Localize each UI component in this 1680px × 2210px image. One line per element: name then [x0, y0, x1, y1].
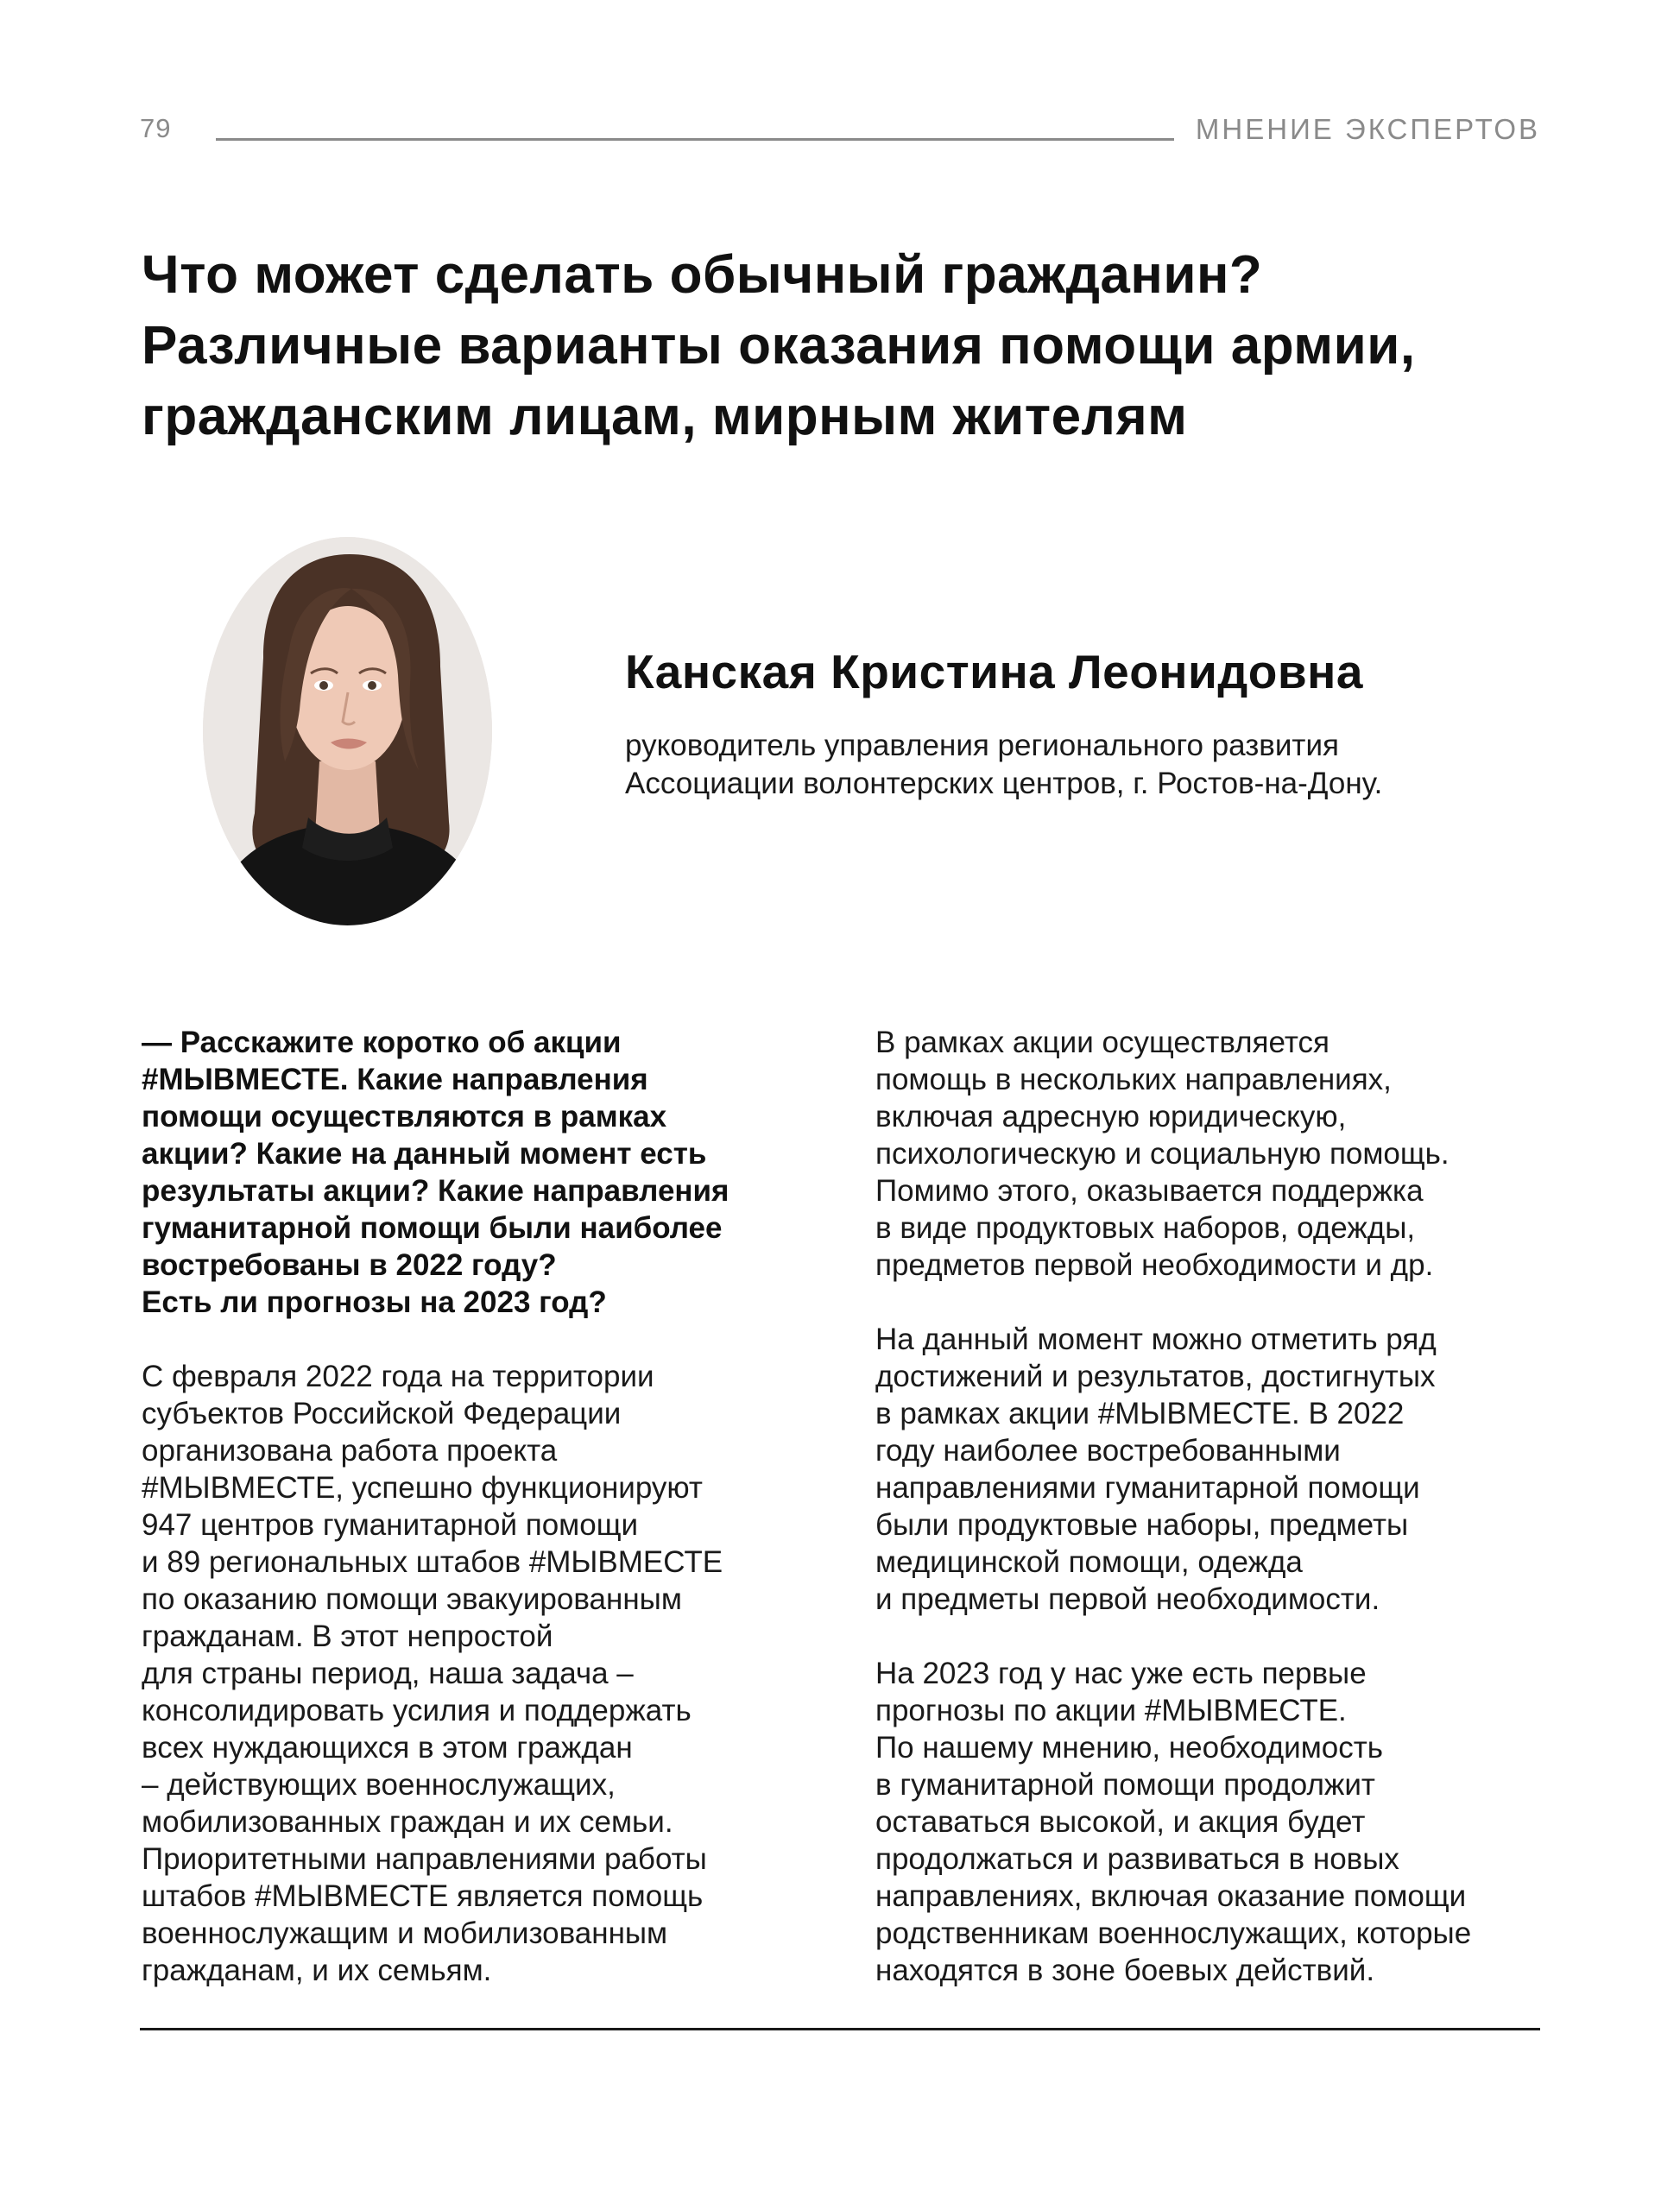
question-line: #МЫВМЕСТЕ. Какие направления — [142, 1063, 648, 1096]
answer-line: Помимо этого, оказывается поддержка — [875, 1174, 1424, 1208]
answer-line: оставаться высокой, и акция будет — [875, 1805, 1366, 1839]
question-line: Есть ли прогнозы на 2023 год? — [142, 1285, 607, 1319]
section-label: МНЕНИЕ ЭКСПЕРТОВ — [1195, 113, 1540, 145]
answer-line: Приоритетными направлениями работы — [142, 1842, 707, 1876]
answer-line: всех нуждающихся в этом граждан — [142, 1731, 633, 1765]
question-line: помощи осуществляются в рамках — [142, 1100, 667, 1133]
answer-line: помощь в нескольких направлениях, — [875, 1063, 1392, 1096]
answer-line: находятся в зоне боевых действий. — [875, 1954, 1375, 1987]
answer-line: включая адресную юридическую, — [875, 1100, 1347, 1133]
article-title — [142, 240, 1557, 452]
answer-paragraph — [875, 1655, 1566, 1989]
answer-line: и предметы первой необходимости. — [875, 1582, 1380, 1616]
page-number: 79 — [140, 113, 172, 143]
question-line: востребованы в 2022 году? — [142, 1248, 557, 1282]
right-column — [875, 1024, 1566, 1989]
answer-line: направлениях, включая оказание помощи — [875, 1879, 1467, 1913]
answer-line: направлениями гуманитарной помощи — [875, 1471, 1420, 1505]
left-column — [142, 1024, 798, 1989]
answer-line: прогнозы по акции #МЫВМЕСТЕ. — [875, 1694, 1347, 1727]
portrait-photo-icon — [203, 537, 492, 925]
expert-role-line: руководитель управления регионального развития — [625, 729, 1339, 762]
answer-line: На 2023 год у нас уже есть первые — [875, 1657, 1367, 1690]
title-line: Что может сделать обычный гражданин? — [142, 245, 1263, 305]
answer-line: #МЫВМЕСТЕ, успешно функционируют — [142, 1471, 703, 1505]
answer-line: в виде продуктовых наборов, одежды, — [875, 1211, 1416, 1245]
header-divider — [216, 138, 1174, 141]
answer-line: родственникам военнослужащих, которые — [875, 1916, 1472, 1950]
question-line: результаты акции? Какие направления — [142, 1174, 729, 1208]
answer-line: штабов #МЫВМЕСТЕ является помощь — [142, 1879, 704, 1913]
answer-line: для страны период, наша задача – — [142, 1657, 634, 1690]
answer-line: и 89 региональных штабов #МЫВМЕСТЕ — [142, 1545, 723, 1579]
answer-line: гражданам, и их семьям. — [142, 1954, 492, 1987]
answer-line: С февраля 2022 года на территории — [142, 1360, 654, 1393]
answer-line: субъектов Российской Федерации — [142, 1397, 622, 1430]
answer-line: достижений и результатов, достигнутых — [875, 1360, 1436, 1393]
question-line: акции? Какие на данный момент есть — [142, 1137, 707, 1171]
expert-role-line: Ассоциации волонтерских центров, г. Ростов-на-Дону. — [625, 767, 1383, 800]
title-line: гражданским лицам, мирным жителям — [142, 387, 1188, 446]
answer-line: На данный момент можно отметить ряд — [875, 1323, 1437, 1356]
answer-line: медицинской помощи, одежда — [875, 1545, 1303, 1579]
title-line: Различные варианты оказания помощи армии, — [142, 316, 1416, 376]
answer-line: в рамках акции #МЫВМЕСТЕ. В 2022 — [875, 1397, 1405, 1430]
expert-portrait — [203, 537, 492, 925]
footer-divider — [140, 2028, 1540, 2030]
answer-line: 947 центров гуманитарной помощи — [142, 1508, 639, 1542]
answer-line: предметов первой необходимости и др. — [875, 1248, 1434, 1282]
answer-line: гражданам. В этот непростой — [142, 1620, 553, 1653]
answer-line: По нашему мнению, необходимость — [875, 1731, 1384, 1765]
answer-paragraph — [875, 1024, 1566, 1284]
expert-role — [625, 727, 1592, 803]
answer-paragraph — [142, 1358, 798, 1989]
question-line: гуманитарной помощи были наиболее — [142, 1211, 723, 1245]
answer-line: продолжаться и развиваться в новых — [875, 1842, 1399, 1876]
question-line: — Расскажите коротко об акции — [142, 1026, 622, 1059]
answer-line: по оказанию помощи эвакуированным — [142, 1582, 682, 1616]
answer-line: году наиболее востребованными — [875, 1434, 1341, 1468]
answer-line: были продуктовые наборы, предметы — [875, 1508, 1409, 1542]
answer-line: военнослужащим и мобилизованным — [142, 1916, 668, 1950]
interview-question — [142, 1024, 798, 1321]
answer-line: – действующих военнослужащих, — [142, 1768, 616, 1802]
answer-line: в гуманитарной помощи продолжит — [875, 1768, 1375, 1802]
answer-line: В рамках акции осуществляется — [875, 1026, 1329, 1059]
answer-paragraph — [875, 1321, 1566, 1618]
answer-line: консолидировать усилия и поддержать — [142, 1694, 692, 1727]
answer-line: психологическую и социальную помощь. — [875, 1137, 1449, 1171]
answer-line: мобилизованных граждан и их семьи. — [142, 1805, 673, 1839]
expert-name: Канская Кристина Леонидовна — [625, 645, 1363, 698]
answer-line: организована работа проекта — [142, 1434, 558, 1468]
